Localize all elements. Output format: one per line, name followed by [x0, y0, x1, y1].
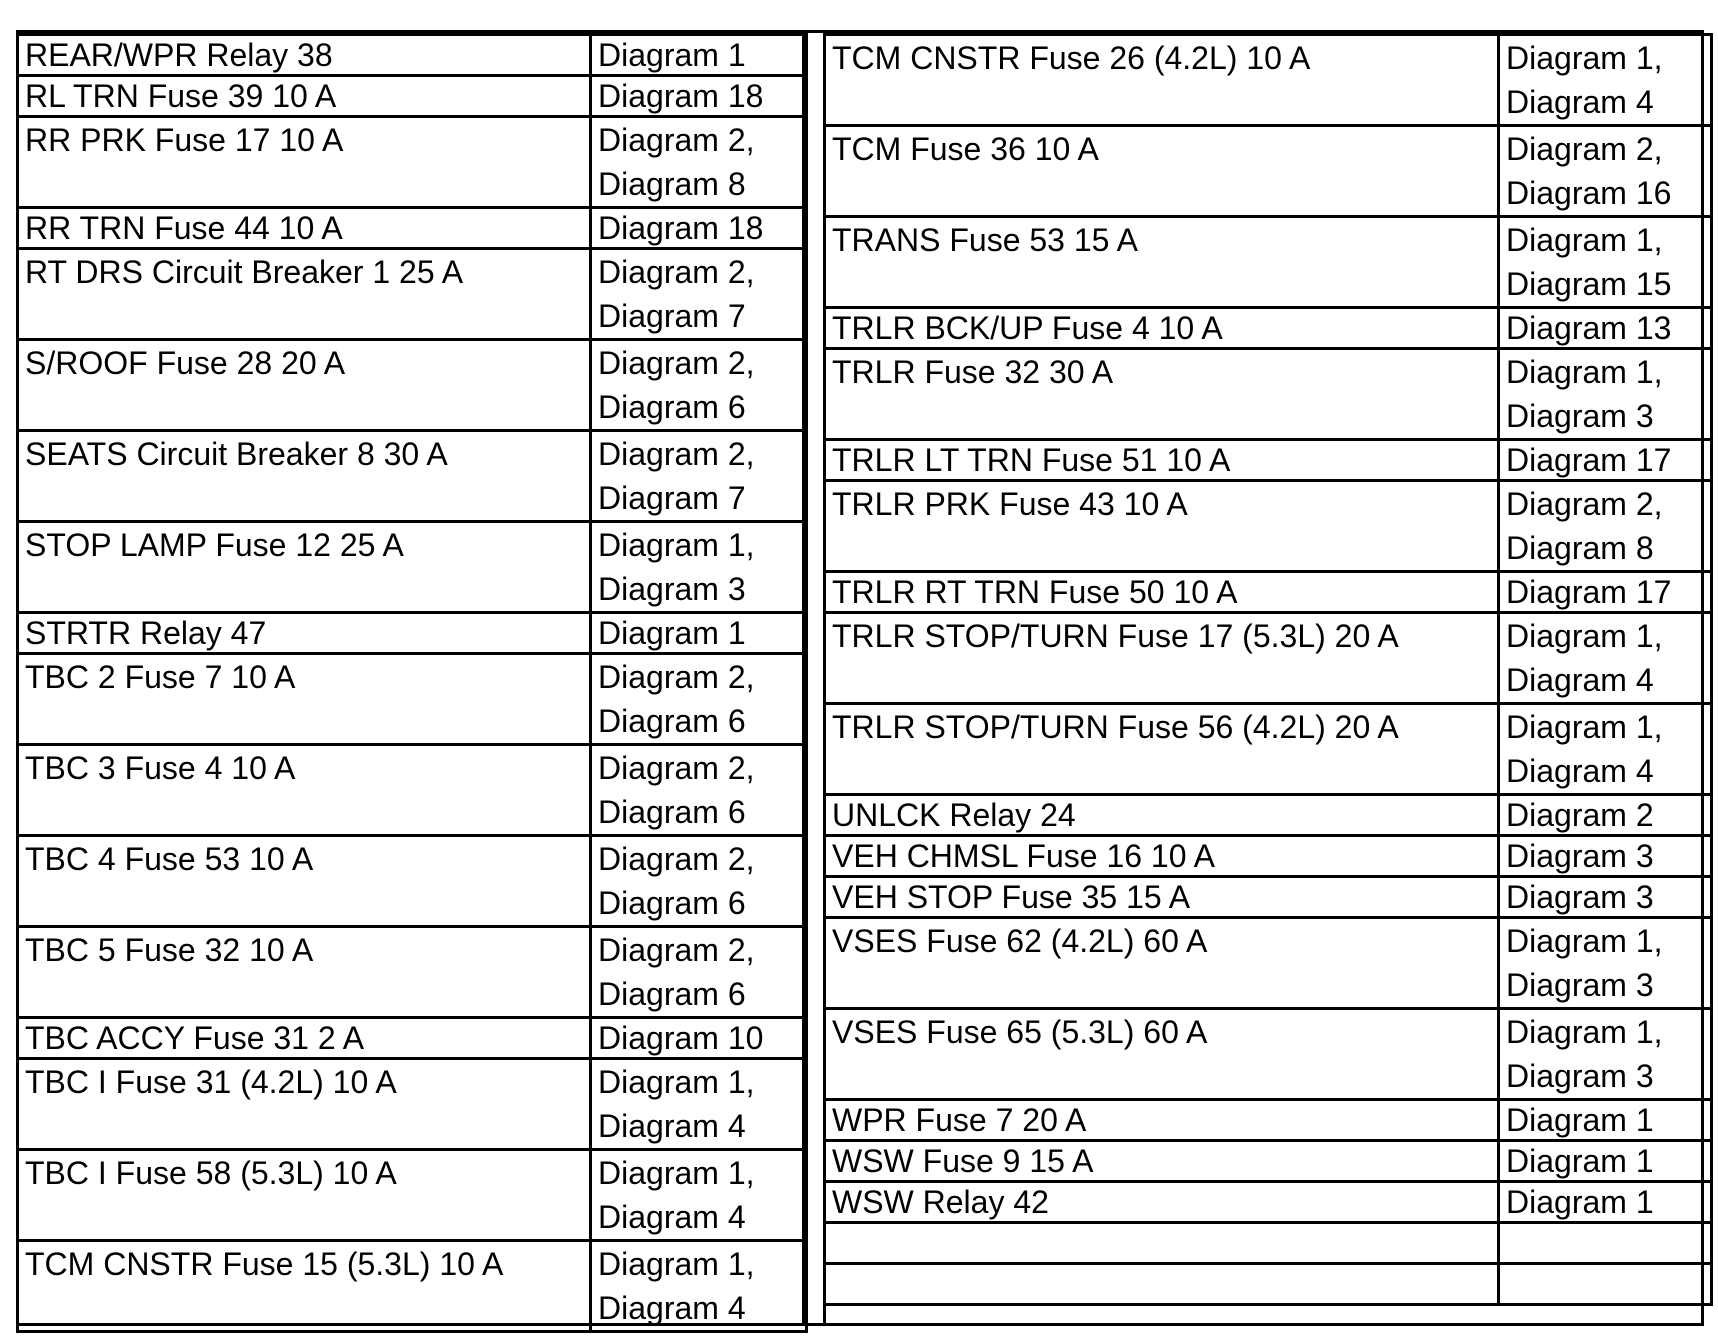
table-row: [825, 35, 1712, 126]
diagram-reference: Diagram 4: [1506, 84, 1654, 120]
table-row: [18, 1059, 807, 1150]
component-name: VSES Fuse 65 (5.3L) 60 A: [832, 1014, 1208, 1050]
diagram-reference: Diagram 3: [598, 571, 746, 607]
table-row: [825, 1182, 1712, 1223]
table-row: [18, 522, 807, 613]
diagram-reference: Diagram 1,: [1506, 222, 1663, 258]
component-name-cell: [825, 35, 1499, 126]
component-name-cell: [825, 1223, 1499, 1264]
diagram-reference: Diagram 6: [598, 794, 746, 830]
diagram-reference-cell: [591, 745, 807, 836]
component-name: TRANS Fuse 53 15 A: [832, 222, 1138, 258]
diagram-reference: Diagram 16: [1506, 175, 1672, 211]
table-row: [18, 1150, 807, 1241]
diagram-reference: Diagram 17: [1506, 442, 1672, 478]
diagram-reference: Diagram 6: [598, 703, 746, 739]
component-name: RL TRN Fuse 39 10 A: [25, 78, 337, 114]
component-name: STRTR Relay 47: [25, 615, 267, 651]
table-row: [825, 1009, 1712, 1100]
diagram-reference: Diagram 18: [598, 78, 764, 114]
diagram-reference-cell: [591, 117, 807, 208]
component-name: TBC I Fuse 58 (5.3L) 10 A: [25, 1155, 397, 1191]
diagram-reference: Diagram 1,: [598, 527, 755, 563]
diagram-reference: Diagram 2,: [598, 750, 755, 786]
diagram-reference: Diagram 2,: [598, 659, 755, 695]
diagram-reference: Diagram 10: [598, 1020, 764, 1056]
component-name-cell: [825, 613, 1499, 704]
component-name-cell: [18, 76, 591, 117]
component-name: TRLR LT TRN Fuse 51 10 A: [832, 442, 1231, 478]
component-name: VEH CHMSL Fuse 16 10 A: [832, 838, 1215, 874]
diagram-reference: Diagram 1,: [1506, 354, 1663, 390]
component-name-cell: [18, 35, 591, 76]
diagram-reference-cell: [591, 654, 807, 745]
component-name-cell: [18, 836, 591, 927]
component-name: VEH STOP Fuse 35 15 A: [832, 879, 1191, 915]
diagram-reference: Diagram 2,: [598, 436, 755, 472]
table-row: [825, 704, 1712, 795]
table-row: [825, 481, 1712, 572]
diagram-reference-cell: [1499, 217, 1712, 308]
component-name-cell: [825, 1141, 1499, 1182]
table-row: [18, 208, 807, 249]
diagram-reference: Diagram 2,: [1506, 486, 1663, 522]
component-name-cell: [825, 704, 1499, 795]
table-row: [825, 440, 1712, 481]
component-name: TRLR PRK Fuse 43 10 A: [832, 486, 1188, 522]
table-row: [18, 654, 807, 745]
diagram-reference: Diagram 2,: [598, 122, 755, 158]
diagram-reference: [1506, 1265, 1704, 1303]
component-name-cell: [825, 795, 1499, 836]
diagram-reference-cell: [1499, 126, 1712, 217]
diagram-reference-cell: [1499, 440, 1712, 481]
component-name-cell: [825, 349, 1499, 440]
table-row: [825, 349, 1712, 440]
diagram-reference: Diagram 6: [598, 389, 746, 425]
diagram-reference: Diagram 1,: [1506, 618, 1663, 654]
table-row: [825, 308, 1712, 349]
diagram-reference: Diagram 4: [1506, 662, 1654, 698]
diagram-reference-cell: [1499, 613, 1712, 704]
diagram-reference: Diagram 2: [1506, 797, 1654, 833]
table-row: [825, 613, 1712, 704]
diagram-reference-cell: [591, 522, 807, 613]
table-row: [825, 836, 1712, 877]
diagram-reference: Diagram 4: [598, 1290, 746, 1326]
component-name: SEATS Circuit Breaker 8 30 A: [25, 436, 448, 472]
component-name: VSES Fuse 62 (4.2L) 60 A: [832, 923, 1208, 959]
component-name: TBC 4 Fuse 53 10 A: [25, 841, 314, 877]
diagram-reference-cell: [591, 613, 807, 654]
diagram-reference-cell: [591, 1241, 807, 1332]
diagram-reference-cell: [591, 1018, 807, 1059]
diagram-reference-cell: [591, 1059, 807, 1150]
diagram-reference: Diagram 2,: [598, 254, 755, 290]
diagram-reference-cell: [1499, 918, 1712, 1009]
diagram-reference: Diagram 2,: [598, 345, 755, 381]
diagram-reference: Diagram 4: [598, 1199, 746, 1235]
diagram-reference-cell: [591, 76, 807, 117]
component-name: [832, 1224, 1491, 1262]
component-name: WSW Fuse 9 15 A: [832, 1143, 1094, 1179]
component-name-cell: [18, 340, 591, 431]
table-row: [825, 795, 1712, 836]
component-name: TRLR STOP/TURN Fuse 56 (4.2L) 20 A: [832, 709, 1399, 745]
diagram-reference-cell: [1499, 349, 1712, 440]
table-row: [18, 745, 807, 836]
component-name-cell: [18, 1018, 591, 1059]
component-name-cell: [825, 440, 1499, 481]
diagram-reference: Diagram 1,: [1506, 40, 1663, 76]
component-name: TBC ACCY Fuse 31 2 A: [25, 1020, 365, 1056]
table-row: [825, 126, 1712, 217]
component-name-cell: [825, 1009, 1499, 1100]
diagram-reference-cell: [1499, 1100, 1712, 1141]
table-row: [825, 918, 1712, 1009]
diagram-reference: Diagram 3: [1506, 1058, 1654, 1094]
table-row: [18, 927, 807, 1018]
table-row: [18, 117, 807, 208]
diagram-reference-cell: [1499, 1141, 1712, 1182]
right-column-table: [823, 33, 1713, 1306]
diagram-reference: Diagram 1: [598, 37, 746, 73]
component-name: RT DRS Circuit Breaker 1 25 A: [25, 254, 464, 290]
diagram-reference-cell: [591, 340, 807, 431]
component-name-cell: [18, 927, 591, 1018]
diagram-reference: Diagram 3: [1506, 398, 1654, 434]
table-row: [18, 35, 807, 76]
component-name-cell: [825, 572, 1499, 613]
diagram-reference-cell: [1499, 877, 1712, 918]
component-name: STOP LAMP Fuse 12 25 A: [25, 527, 404, 563]
component-name: [832, 1265, 1491, 1303]
diagram-reference: Diagram 7: [598, 298, 746, 334]
diagram-reference: Diagram 1: [598, 615, 746, 651]
table-row: [825, 1264, 1712, 1305]
diagram-reference: Diagram 3: [1506, 879, 1654, 915]
component-name: TBC I Fuse 31 (4.2L) 10 A: [25, 1064, 397, 1100]
diagram-reference: [1506, 1224, 1704, 1262]
component-name: TBC 3 Fuse 4 10 A: [25, 750, 296, 786]
diagram-reference: Diagram 1,: [598, 1246, 755, 1282]
table-row: [825, 1141, 1712, 1182]
diagram-reference: Diagram 18: [598, 210, 764, 246]
component-name-cell: [18, 249, 591, 340]
diagram-reference: Diagram 17: [1506, 574, 1672, 610]
component-name-cell: [825, 1264, 1499, 1305]
component-name: TBC 5 Fuse 32 10 A: [25, 932, 314, 968]
table-row: [18, 431, 807, 522]
diagram-reference-cell: [1499, 1264, 1712, 1305]
component-name-cell: [825, 126, 1499, 217]
component-name-cell: [825, 1100, 1499, 1141]
table-row: [18, 1018, 807, 1059]
component-name-cell: [825, 217, 1499, 308]
diagram-reference: Diagram 8: [1506, 530, 1654, 566]
diagram-reference: Diagram 6: [598, 976, 746, 1012]
table-row: [18, 340, 807, 431]
table-row: [18, 249, 807, 340]
component-name-cell: [825, 308, 1499, 349]
diagram-reference-cell: [591, 836, 807, 927]
diagram-reference-cell: [591, 1150, 807, 1241]
diagram-reference: Diagram 1: [1506, 1184, 1654, 1220]
component-name: TCM CNSTR Fuse 26 (4.2L) 10 A: [832, 40, 1311, 76]
component-name: UNLCK Relay 24: [832, 797, 1076, 833]
component-name-cell: [18, 522, 591, 613]
table-row: [18, 1241, 807, 1332]
diagram-reference-cell: [1499, 35, 1712, 126]
diagram-reference: Diagram 1,: [1506, 1014, 1663, 1050]
table-row: [825, 877, 1712, 918]
diagram-reference-cell: [1499, 795, 1712, 836]
diagram-reference-cell: [591, 927, 807, 1018]
diagram-reference: Diagram 1: [1506, 1102, 1654, 1138]
component-name-cell: [18, 613, 591, 654]
component-name: TCM CNSTR Fuse 15 (5.3L) 10 A: [25, 1246, 504, 1282]
component-name-cell: [825, 918, 1499, 1009]
component-name-cell: [18, 1241, 591, 1332]
component-name-cell: [825, 481, 1499, 572]
diagram-reference-cell: [591, 431, 807, 522]
component-name-cell: [825, 836, 1499, 877]
diagram-reference: Diagram 6: [598, 885, 746, 921]
diagram-reference-cell: [591, 35, 807, 76]
component-name-cell: [18, 654, 591, 745]
diagram-reference: Diagram 4: [1506, 753, 1654, 789]
component-name: TRLR STOP/TURN Fuse 17 (5.3L) 20 A: [832, 618, 1399, 654]
component-name: RR PRK Fuse 17 10 A: [25, 122, 344, 158]
component-name: TRLR BCK/UP Fuse 4 10 A: [832, 310, 1223, 346]
table-row: [825, 217, 1712, 308]
component-name: S/ROOF Fuse 28 20 A: [25, 345, 346, 381]
component-name-cell: [18, 1150, 591, 1241]
component-name: TRLR RT TRN Fuse 50 10 A: [832, 574, 1238, 610]
diagram-reference: Diagram 2,: [598, 841, 755, 877]
component-name: TRLR Fuse 32 30 A: [832, 354, 1114, 390]
diagram-reference-cell: [1499, 1182, 1712, 1223]
component-name: WPR Fuse 7 20 A: [832, 1102, 1087, 1138]
diagram-reference-cell: [1499, 572, 1712, 613]
diagram-reference: Diagram 1,: [1506, 923, 1663, 959]
diagram-reference: Diagram 8: [598, 166, 746, 202]
component-name: WSW Relay 42: [832, 1184, 1049, 1220]
diagram-reference-cell: [1499, 1009, 1712, 1100]
component-name-cell: [18, 745, 591, 836]
diagram-reference: Diagram 2,: [598, 932, 755, 968]
diagram-reference: Diagram 1,: [598, 1064, 755, 1100]
diagram-reference: Diagram 7: [598, 480, 746, 516]
diagram-reference-cell: [1499, 481, 1712, 572]
left-column-table: [16, 33, 808, 1333]
component-name: RR TRN Fuse 44 10 A: [25, 210, 343, 246]
diagram-reference-cell: [1499, 836, 1712, 877]
table-row: [18, 76, 807, 117]
component-name-cell: [825, 1182, 1499, 1223]
component-name-cell: [825, 877, 1499, 918]
diagram-reference-cell: [591, 249, 807, 340]
diagram-reference: Diagram 3: [1506, 967, 1654, 1003]
table-row: [18, 613, 807, 654]
diagram-reference-cell: [1499, 1223, 1712, 1264]
diagram-reference: Diagram 13: [1506, 310, 1672, 346]
component-name-cell: [18, 208, 591, 249]
component-name-cell: [18, 117, 591, 208]
diagram-reference-cell: [1499, 308, 1712, 349]
diagram-reference: Diagram 15: [1506, 266, 1672, 302]
table-row: [825, 1100, 1712, 1141]
diagram-reference: Diagram 2,: [1506, 131, 1663, 167]
diagram-reference-cell: [591, 208, 807, 249]
component-name-cell: [18, 1059, 591, 1150]
table-row: [825, 572, 1712, 613]
diagram-reference: Diagram 3: [1506, 838, 1654, 874]
table-row: [18, 836, 807, 927]
component-name: TBC 2 Fuse 7 10 A: [25, 659, 296, 695]
component-name: TCM Fuse 36 10 A: [832, 131, 1099, 167]
diagram-reference: Diagram 1,: [598, 1155, 755, 1191]
diagram-reference-cell: [1499, 704, 1712, 795]
component-name: REAR/WPR Relay 38: [25, 37, 333, 73]
component-index-table: [16, 30, 1704, 1326]
diagram-reference: Diagram 1,: [1506, 709, 1663, 745]
diagram-reference: Diagram 4: [598, 1108, 746, 1144]
table-row: [825, 1223, 1712, 1264]
component-name-cell: [18, 431, 591, 522]
diagram-reference: Diagram 1: [1506, 1143, 1654, 1179]
